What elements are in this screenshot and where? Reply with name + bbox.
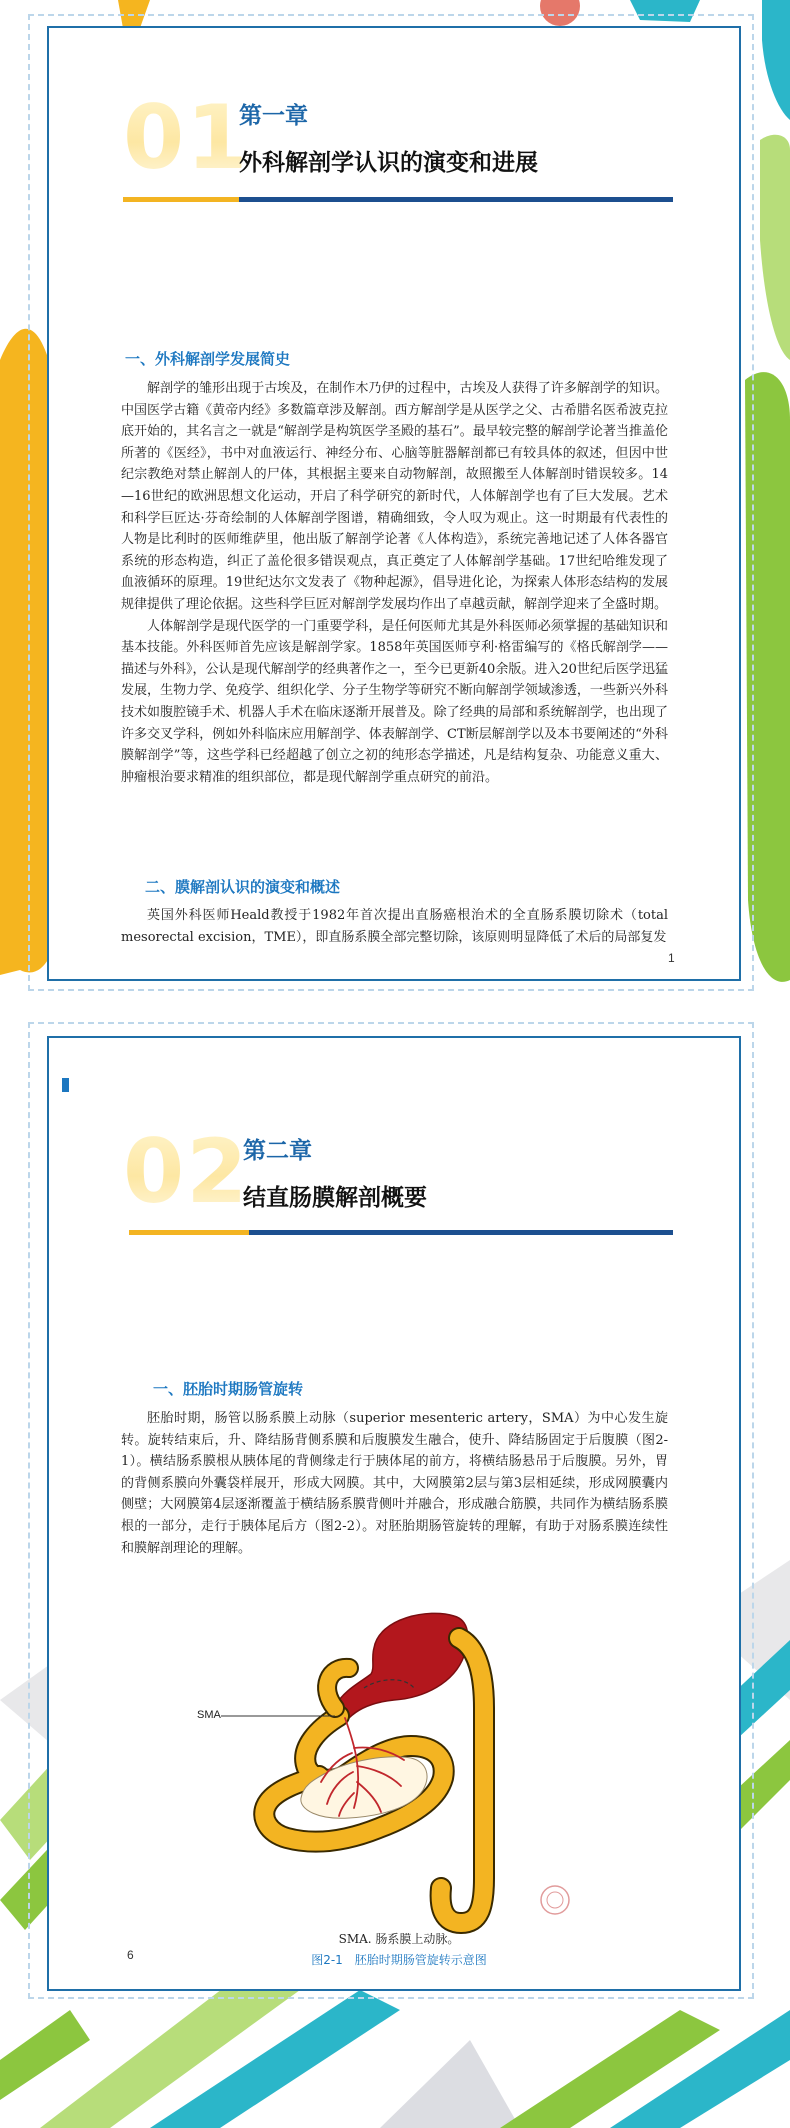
figure-caption: 图2-1 胚胎时期肠管旋转示意图 — [311, 1953, 487, 1967]
page-marker — [62, 1078, 69, 1092]
chapter-label: 第一章 — [239, 103, 308, 129]
section-heading: 一、胚胎时期肠管旋转 — [153, 1380, 304, 1398]
chapter-number: 02 — [123, 1120, 250, 1223]
page-2 — [47, 1036, 741, 1991]
page-number: 1 — [668, 951, 675, 965]
green-stripe — [0, 2010, 90, 2100]
section-body — [121, 1408, 668, 1559]
green-brush-right-2 — [760, 135, 790, 360]
chapter-title: 结直肠膜解剖概要 — [243, 1185, 427, 1211]
paragraph: 胚胎时期，肠管以肠系膜上动脉（superior mesenteric artery，SMA）为中心发生旋转。旋转结束后，升、降结肠背侧系膜和后腹膜发生融合，使升、降结肠固定于后腹膜（图2-1）。横结肠系膜根从胰体尾的背侧缘走行于胰体尾的前方，将横结肠悬吊于后腹膜。另外，胃的背侧系膜向外囊袋样展开，形成大网膜。其中，大网膜第2层与第3层相延续，形成网膜囊内侧壁；大网膜第4层逐渐覆盖于横结肠系膜背侧叶并融合，形成融合筋膜，共同作为横结肠系膜根的一部分，走行于胰体尾后方（图2-2）。对胚胎期肠管旋转的理解，有助于对肠系膜连续性和膜解剖理论的理解。 — [121, 1411, 668, 1556]
page-number: 6 — [127, 1948, 134, 1962]
figure-note: SMA. 肠系膜上动脉。 — [338, 1932, 460, 1946]
figure-2-1 — [149, 1578, 649, 1968]
section-heading: 一、外科解剖学发展简史 — [125, 350, 291, 368]
grey-triangle — [380, 2040, 520, 2128]
page-1 — [47, 26, 741, 981]
cyan-brush-right — [762, 0, 790, 120]
chapter-underline — [129, 1230, 673, 1235]
intestinal-rotation-illustration — [149, 1578, 649, 1968]
section-body — [121, 905, 668, 948]
chapter-underline — [123, 197, 673, 202]
paragraph: 解剖学的雏形出现于古埃及，在制作木乃伊的过程中，古埃及人获得了许多解剖学的知识。中国医学古籍《黄帝内经》多数篇章涉及解剖。西方解剖学是从医学之父、古希腊名医希波克拉底开始的，其名言之一就是“解剖学是构筑医学圣殿的基石”。最早较完整的解剖学论著当推盖伦所著的《医经》，书中对血液运行、神经分布、心脑等脏器解剖都已有较具体的叙述，但因中世纪宗教绝对禁止解剖人的尸体，其根据主要来自动物解剖，故照搬至人体解剖时错误较多。14—16世纪的欧洲思想文化运动，开启了科学研究的新时代，人体解剖学也有了巨大发展。艺术和科学巨匠达·芬奇绘制的人体解剖学图谱，精确细致，令人叹为观止。这一时期最有代表性的人物是比利时的医师维萨里，他出版了解剖学论著《人体构造》，系统完善地记述了人体各器官系统的形态构造，纠正了盖伦很多错误观点，真正奠定了人体解剖学基础。17世纪哈维发现了血液循环的原理。19世纪达尔文发表了《物种起源》，倡导进化论，为探索人体形态结构的发展规律提供了理论依据。这些科学巨匠对解剖学发展均作出了卓越贡献，解剖学迎来了全盛时期。 — [121, 381, 668, 612]
chapter-title: 外科解剖学认识的演变和进展 — [239, 150, 538, 176]
paragraph: 英国外科医师Heald教授于1982年首次提出直肠癌根治术的全直肠系膜切除术（total mesorectal excision，TME），即直肠系膜全部完整切除，该原则明显降低了术后的局部复发 — [121, 908, 668, 945]
sma-label: SMA — [197, 1709, 221, 1721]
section-heading: 二、膜解剖认识的演变和概述 — [145, 878, 341, 896]
chapter-number: 01 — [123, 86, 250, 189]
chapter-label: 第二章 — [243, 1138, 312, 1164]
publisher-seal — [541, 1886, 569, 1914]
section-body — [121, 378, 668, 788]
paragraph: 人体解剖学是现代医学的一门重要学科，是任何医师尤其是外科医师必须掌握的基础知识和基本技能。外科医师首先应该是解剖学家。1858年英国医师亨利·格雷编写的《格氏解剖学——描述与外科》，公认是现代解剖学的经典著作之一，至今已更新40余版。进入20世纪后医学迅猛发展，生物力学、免疫学、组织化学、分子生物学等研究不断向解剖学领域渗透，一些新兴外科技术如腹腔镜手术、机器人手术在临床逐渐开展普及。除了经典的局部和系统解剖学，也出现了许多交叉学科，例如外科临床应用解剖学、体表解剖学、CT断层解剖学以及本书要阐述的“外科膜解剖学”等，这些学科已经超越了创立之初的纯形态学描述，凡是结构复杂、功能意义重大、肿瘤根治要求精准的组织部位，都是现代解剖学重点研究的前沿。 — [121, 618, 668, 785]
